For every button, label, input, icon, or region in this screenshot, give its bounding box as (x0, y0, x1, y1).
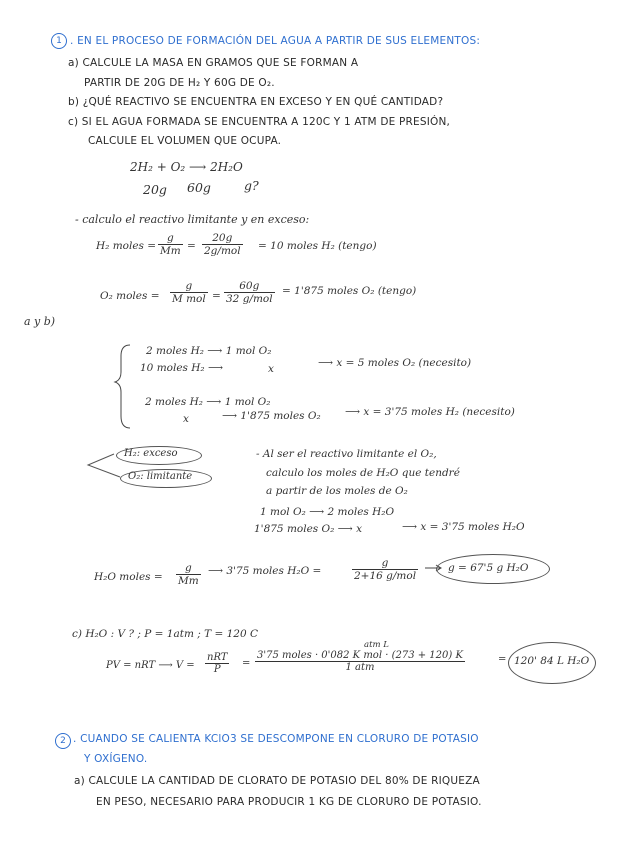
side-label-a-b: a y b) (24, 315, 56, 328)
note-line2: calculo los moles de H₂O que tendré (266, 467, 460, 479)
block1-line2: 10 moles H₂ ⟶ (140, 362, 224, 374)
note-line5: 1'875 moles O₂ ⟶ x (254, 523, 362, 535)
h2o-moles-label: H₂O moles = (94, 571, 163, 583)
problem-2-title-line2: Y OXÍGENO. (84, 753, 148, 765)
note-line1: - Al ser el reactivo limitante el O₂, (256, 448, 437, 460)
problem-2-part-a-line1: a) CALCULE LA CANTIDAD DE CLORATO DE POTASIO DEL 80% DE RIQUEZA (74, 775, 480, 787)
h2o-mass-result: g = 67'5 g H₂O (448, 562, 529, 574)
fraction-numerator: 20g (202, 232, 243, 245)
ideal-gas-law: PV = nRT ⟶ V = (106, 660, 195, 671)
block2-result: ⟶ x = 3'75 moles H₂ (necesito) (345, 406, 515, 418)
equals-sign: = (187, 240, 196, 252)
gas-constant-units: atm L (364, 640, 389, 650)
problem-1-part-a-line1: a) CALCULE LA MASA EN GRAMOS QUE SE FORMAN A (68, 57, 359, 69)
excess-label: H₂: exceso (124, 448, 178, 459)
problem-1-title: . EN EL PROCESO DE FORMACIÓN DEL AGUA A PARTIR DE SUS ELEMENTOS: (70, 35, 481, 47)
fraction-denominator: Mm (160, 245, 181, 257)
problem-1-part-b: b) ¿QUÉ REACTIVO SE ENCUENTRA EN EXCESO Y EN QUÉ CANTIDAD? (68, 96, 444, 108)
problem-2-part-a-line2: EN PESO, NECESARIO PARA PRODUCIR 1 KG DE CLORURO DE POTASIO. (96, 796, 482, 808)
problem-1-part-c-line2: CALCULE EL VOLUMEN QUE OCUPA. (88, 135, 282, 147)
fraction-denominator: P (213, 664, 221, 675)
fraction-numerator: g (170, 280, 208, 293)
reaction-equation: 2H₂ + O₂ ⟶ 2H₂O (130, 160, 243, 174)
fraction-denominator: 32 g/mol (226, 293, 273, 305)
limiting-intro: - calculo el reactivo limitante y en exceso: (75, 213, 310, 226)
reaction-mass-o2: 60g (187, 180, 211, 195)
equals-sign: = (498, 654, 507, 665)
note-line3: a partir de los moles de O₂ (266, 485, 408, 497)
note-line4: 1 mol O₂ ⟶ 2 moles H₂O (260, 506, 395, 518)
problem-1-number: 1 (51, 33, 67, 49)
block1-line1: 2 moles H₂ ⟶ 1 mol O₂ (146, 345, 272, 357)
block1-result: ⟶ x = 5 moles O₂ (necesito) (318, 357, 472, 369)
block2-line1: 2 moles H₂ ⟶ 1 mol O₂ (145, 396, 271, 408)
fraction-numerator: 3'75 moles · 0'082 K mol · (273 + 120) K (257, 650, 463, 661)
fraction-denominator: 1 atm (345, 662, 375, 673)
fraction-denominator: 2g/mol (204, 245, 241, 257)
ideal-gas-fraction (205, 652, 229, 675)
fraction-denominator: M mol (172, 293, 206, 305)
problem-2-number: 2 (55, 733, 71, 749)
block2-line2: ⟶ 1'875 moles O₂ (222, 410, 321, 422)
reaction-mass-h2: 20g (143, 182, 167, 197)
equals-sign: = (212, 290, 221, 302)
block1-unknown: x (268, 363, 274, 375)
reaction-mass-h2o: g? (244, 178, 259, 193)
fraction-numerator: g (352, 557, 418, 570)
problem-1-part-c-line1: c) SI EL AGUA FORMADA SE ENCUENTRA A 120C Y 1 ATM DE PRESIÓN, (68, 116, 451, 128)
problem-1-part-a-line2: PARTIR DE 20G DE H₂ Y 60G DE O₂. (84, 77, 275, 89)
volume-result: 120' 84 L H₂O (514, 655, 590, 667)
block2-unknown: x (183, 413, 189, 425)
fraction-numerator: g (158, 232, 183, 245)
h2-moles-label: H₂ moles = (96, 240, 157, 252)
fraction-denominator: 2+16 g/mol (354, 570, 417, 582)
part-c-header: c) H₂O : V ? ; P = 1atm ; T = 120 C (72, 628, 259, 640)
volume-fraction (255, 650, 465, 673)
problem-2-title-line1: . CUANDO SE CALIENTA KClO3 SE DESCOMPONE EN CLORURO DE POTASIO (73, 733, 479, 745)
h2-moles-result: = 10 moles H₂ (tengo) (258, 240, 377, 252)
fraction-numerator: nRT (207, 652, 228, 663)
note-result: ⟶ x = 3'75 moles H₂O (402, 521, 525, 533)
fraction-numerator: 60g (224, 280, 275, 293)
fraction-denominator: Mm (178, 575, 199, 587)
h2o-moles-middle: ⟶ 3'75 moles H₂O = (208, 565, 322, 577)
o2-moles-label: O₂ moles = (100, 290, 160, 302)
fraction-numerator: g (176, 562, 201, 575)
limiting-label: O₂: limitante (128, 471, 193, 482)
equals-sign: = (242, 658, 251, 669)
o2-moles-result: = 1'875 moles O₂ (tengo) (282, 285, 417, 297)
